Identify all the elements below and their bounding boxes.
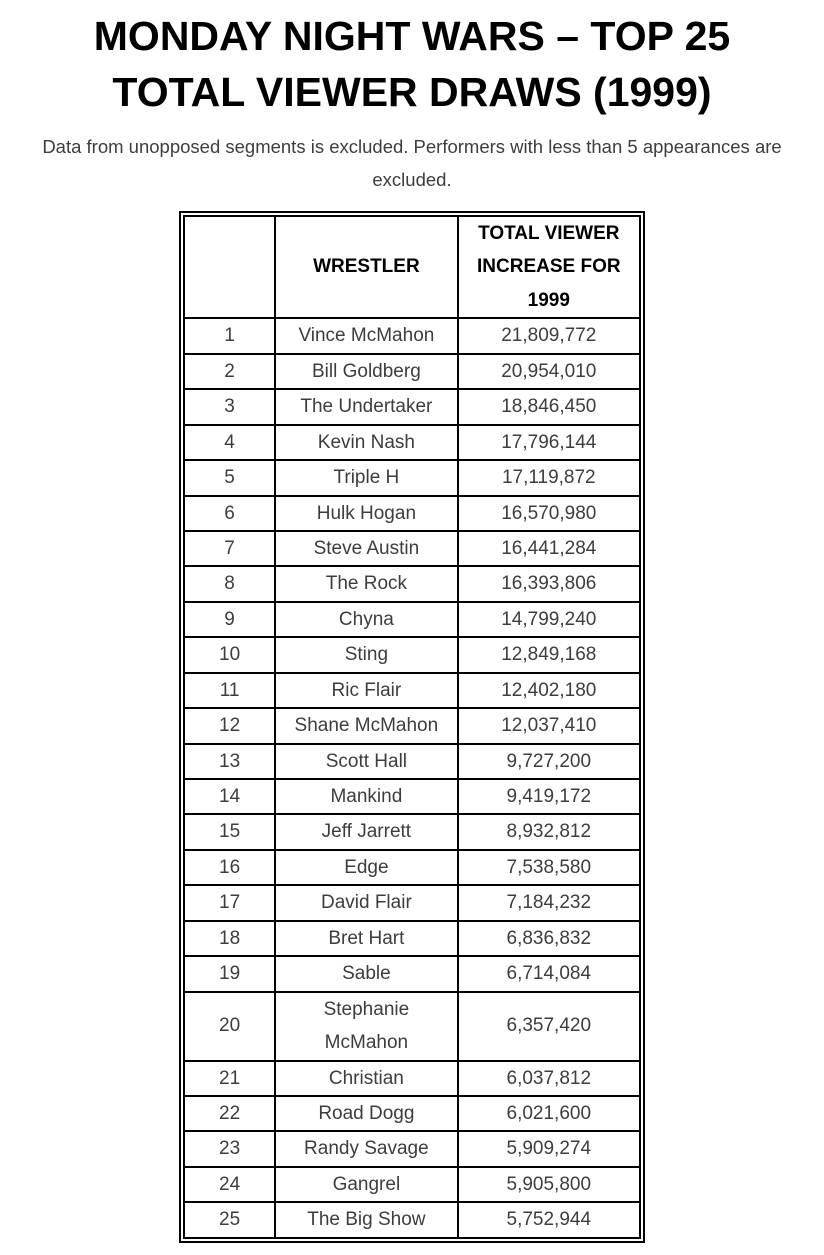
value-cell: 8,932,812 [458, 814, 640, 849]
value-cell: 16,441,284 [458, 531, 640, 566]
value-cell: 16,393,806 [458, 566, 640, 601]
value-cell: 17,796,144 [458, 425, 640, 460]
wrestler-cell: Stephanie McMahon [275, 992, 457, 1061]
table-row [184, 1096, 640, 1131]
table-row [184, 566, 640, 601]
rank-cell: 10 [184, 637, 275, 672]
value-cell: 20,954,010 [458, 354, 640, 389]
table-row [184, 602, 640, 637]
table-row [184, 1061, 640, 1096]
rank-cell: 5 [184, 460, 275, 495]
wrestler-cell: Ric Flair [275, 673, 457, 708]
wrestler-cell: Christian [275, 1061, 457, 1096]
rank-cell: 1 [184, 318, 275, 353]
value-cell: 9,419,172 [458, 779, 640, 814]
wrestler-cell: Gangrel [275, 1167, 457, 1202]
rank-cell: 20 [184, 992, 275, 1061]
wrestler-cell: Randy Savage [275, 1131, 457, 1166]
value-cell: 12,849,168 [458, 637, 640, 672]
page-header [0, 8, 824, 196]
table-row [184, 460, 640, 495]
wrestler-cell: Kevin Nash [275, 425, 457, 460]
table-row [184, 496, 640, 531]
header-row [184, 216, 640, 318]
rank-cell: 3 [184, 389, 275, 424]
table-row [184, 637, 640, 672]
table-row [184, 673, 640, 708]
value-cell: 5,909,274 [458, 1131, 640, 1166]
column-header-rank [184, 216, 275, 318]
value-cell: 12,402,180 [458, 673, 640, 708]
value-cell: 5,752,944 [458, 1202, 640, 1237]
value-cell: 7,538,580 [458, 850, 640, 885]
table-row [184, 318, 640, 353]
wrestler-cell: Shane McMahon [275, 708, 457, 743]
value-cell: 6,836,832 [458, 921, 640, 956]
rank-cell: 18 [184, 921, 275, 956]
rank-cell: 17 [184, 885, 275, 920]
rank-cell: 16 [184, 850, 275, 885]
rank-cell: 13 [184, 744, 275, 779]
wrestler-cell: Steve Austin [275, 531, 457, 566]
rank-cell: 14 [184, 779, 275, 814]
table-row [184, 1131, 640, 1166]
rank-cell: 2 [184, 354, 275, 389]
table-row [184, 779, 640, 814]
column-header-wrestler: WRESTLER [275, 216, 457, 318]
table-row [184, 956, 640, 991]
wrestler-cell: Sting [275, 637, 457, 672]
table-row [184, 1202, 640, 1237]
value-cell: 21,809,772 [458, 318, 640, 353]
page-subtitle: Data from unopposed segments is excluded. Performers with less than 5 appearances are excluded. [42, 136, 782, 190]
wrestler-cell: Sable [275, 956, 457, 991]
rank-cell: 9 [184, 602, 275, 637]
table-row [184, 850, 640, 885]
table-row [184, 921, 640, 956]
wrestler-cell: Triple H [275, 460, 457, 495]
rank-cell: 6 [184, 496, 275, 531]
table-row [184, 992, 640, 1061]
rank-cell: 4 [184, 425, 275, 460]
rank-cell: 12 [184, 708, 275, 743]
wrestler-cell: David Flair [275, 885, 457, 920]
value-cell: 12,037,410 [458, 708, 640, 743]
table-row [184, 1167, 640, 1202]
rank-cell: 24 [184, 1167, 275, 1202]
value-cell: 18,846,450 [458, 389, 640, 424]
wrestler-cell: Chyna [275, 602, 457, 637]
viewer-draws-table [183, 215, 641, 1239]
rank-cell: 7 [184, 531, 275, 566]
wrestler-cell: Bill Goldberg [275, 354, 457, 389]
rank-cell: 23 [184, 1131, 275, 1166]
table-row [184, 814, 640, 849]
table-row [184, 531, 640, 566]
wrestler-cell: The Undertaker [275, 389, 457, 424]
value-cell: 5,905,800 [458, 1167, 640, 1202]
value-cell: 6,021,600 [458, 1096, 640, 1131]
rank-cell: 21 [184, 1061, 275, 1096]
rank-cell: 19 [184, 956, 275, 991]
table-row [184, 708, 640, 743]
table-row [184, 744, 640, 779]
rank-cell: 11 [184, 673, 275, 708]
table-row [184, 389, 640, 424]
wrestler-cell: Jeff Jarrett [275, 814, 457, 849]
wrestler-cell: The Big Show [275, 1202, 457, 1237]
wrestler-cell: Hulk Hogan [275, 496, 457, 531]
table-row [184, 885, 640, 920]
value-cell: 14,799,240 [458, 602, 640, 637]
value-cell: 17,119,872 [458, 460, 640, 495]
table-body [184, 318, 640, 1237]
wrestler-cell: Bret Hart [275, 921, 457, 956]
rank-cell: 25 [184, 1202, 275, 1237]
value-cell: 6,037,812 [458, 1061, 640, 1096]
wrestler-cell: Edge [275, 850, 457, 885]
wrestler-cell: Scott Hall [275, 744, 457, 779]
value-cell: 6,357,420 [458, 992, 640, 1061]
column-header-total-increase: TOTAL VIEWER INCREASE FOR 1999 [458, 216, 640, 318]
content [0, 211, 824, 1243]
table-row [184, 425, 640, 460]
value-cell: 6,714,084 [458, 956, 640, 991]
rank-cell: 22 [184, 1096, 275, 1131]
table-row [184, 354, 640, 389]
page-title: MONDAY NIGHT WARS – TOP 25 TOTAL VIEWER DRAWS (1999) [93, 13, 731, 115]
wrestler-cell: Mankind [275, 779, 457, 814]
table-frame [179, 211, 645, 1243]
wrestler-cell: Road Dogg [275, 1096, 457, 1131]
wrestler-cell: Vince McMahon [275, 318, 457, 353]
value-cell: 16,570,980 [458, 496, 640, 531]
value-cell: 9,727,200 [458, 744, 640, 779]
wrestler-cell: The Rock [275, 566, 457, 601]
rank-cell: 15 [184, 814, 275, 849]
value-cell: 7,184,232 [458, 885, 640, 920]
rank-cell: 8 [184, 566, 275, 601]
